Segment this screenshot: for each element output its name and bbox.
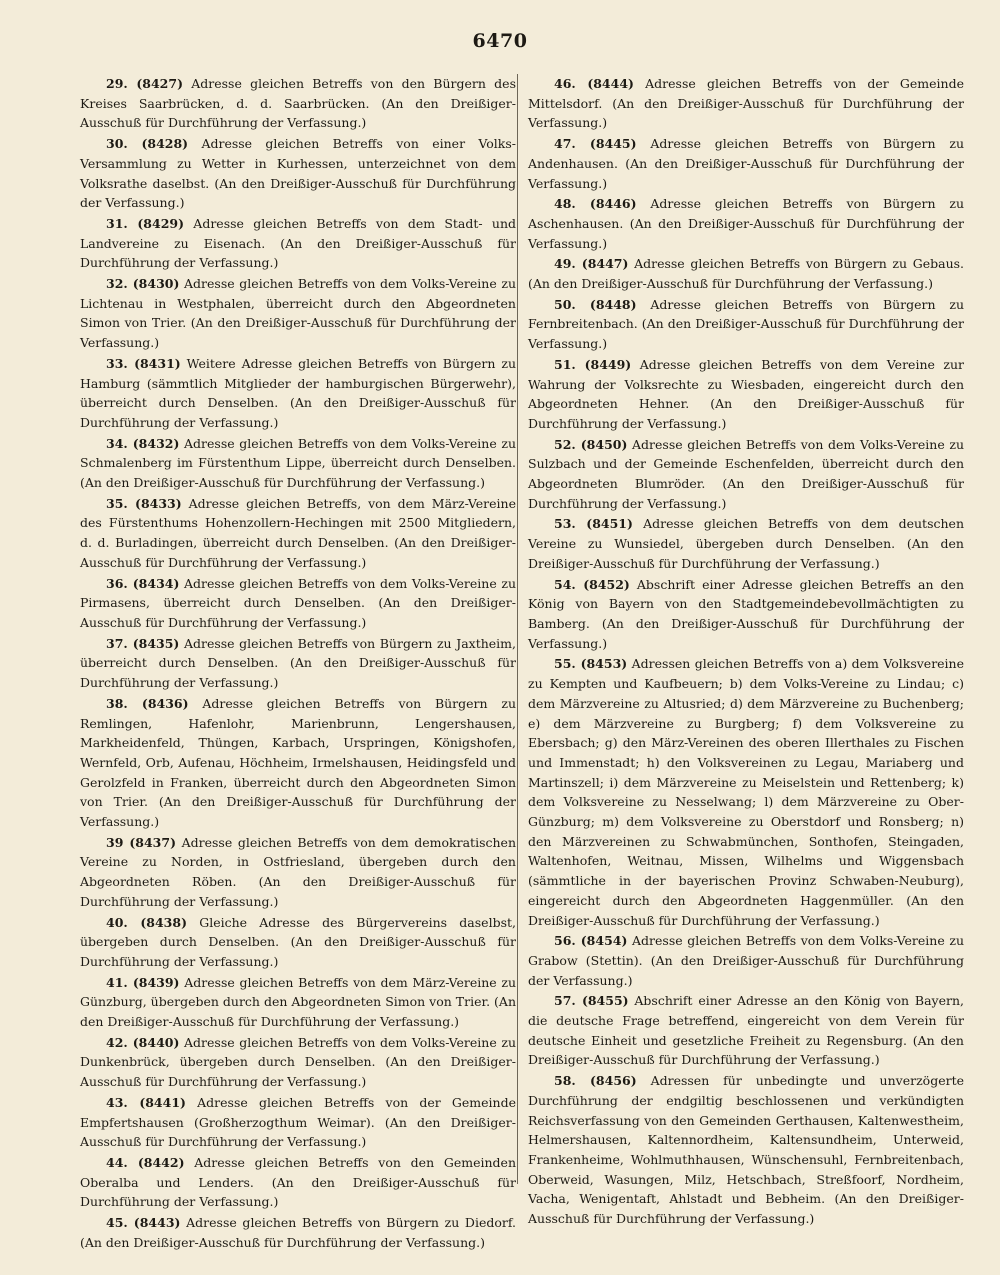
petition-entry xyxy=(528,435,964,514)
entry-number: 52. (8450) xyxy=(554,436,628,452)
entry-text: Adresse gleichen Betreffs von dem März-Vereine zu Günzburg, übergeben durch den Abgeordneten Simon von Trier. (An den Dreißiger-Ausschuß für Durchführung der Verfassung.) xyxy=(80,974,517,1030)
petition-entry xyxy=(528,295,964,354)
entry-text: Adresse gleichen Betreffs von den Gemeinden Oberalba und Lenders. (An den Dreißiger-Ausschuß für Durchführung der Verfassung.) xyxy=(80,1154,516,1210)
entry-number: 42. (8440) xyxy=(106,1034,180,1050)
entry-text: Adresse gleichen Betreffs von der Gemeinde Mittelsdorf. (An den Dreißiger-Ausschuß für Durchführung der Verfassung.) xyxy=(528,76,964,131)
entry-text: Adresse gleichen Betreffs von dem Vereine zur Wahrung der Volksrechte zu Wiesbaden, eingereicht durch den Abgeordneten Hehner. (An den Dreißiger-Ausschuß für Durchführung der Verfassung.) xyxy=(528,356,964,431)
entry-text: Abschrift einer Adresse gleichen Betreffs an den König von Bayern von den Stadtgemeindebevollmächtigten zu Bamberg. (An den Dreißiger-Ausschuß für Durchführung der Verfassung.) xyxy=(528,576,965,651)
entry-text: Adresse gleichen Betreffs von Bürgern zu Aschenhausen. (An den Dreißiger-Ausschuß für Durchführung der Verfassung.) xyxy=(528,196,965,251)
entry-number: 40. (8438) xyxy=(106,914,187,930)
petition-entry xyxy=(528,991,964,1070)
petition-entry xyxy=(528,1071,964,1229)
right-column xyxy=(528,74,964,1230)
petition-entry xyxy=(528,575,964,654)
left-column xyxy=(80,74,516,1253)
entry-number: 32. (8430) xyxy=(106,276,180,292)
entry-number: 49. (8447) xyxy=(554,256,629,272)
entry-text: Adresse gleichen Betreffs, von dem März-Vereine des Fürstenthums Hohenzollern-Hechingen mit 2500 Mitgliedern, d. d. Burladingen, überreicht durch Denselben. (An den Dreißiger-Ausschuß für Durchführung der Verfassung.) xyxy=(80,495,516,570)
entry-number: 56. (8454) xyxy=(554,933,628,949)
entry-number: 31. (8429) xyxy=(106,215,185,231)
entry-text: Adresse gleichen Betreffs von den Bürgern des Kreises Saarbrücken, d. d. Saarbrücken. (An den Dreißiger-Ausschuß für Durchführung der Verfassung.) xyxy=(80,76,516,131)
petition-entry xyxy=(80,634,516,693)
petition-entry xyxy=(528,355,964,434)
entry-number: 44. (8442) xyxy=(106,1154,185,1170)
entry-number: 36. (8434) xyxy=(106,575,180,591)
entry-text: Adresse gleichen Betreffs von dem Volks-Vereine zu Lichtenau in Westphalen, überreicht durch den Abgeordneten Simon von Trier. (An den Dreißiger-Ausschuß für Durchführung der Verfassung.) xyxy=(80,276,516,351)
petition-entry xyxy=(528,514,964,573)
entry-number: 55. (8453) xyxy=(554,656,628,672)
petition-entry xyxy=(80,973,516,1032)
entry-number: 33. (8431) xyxy=(106,355,181,371)
petition-entry xyxy=(80,1153,516,1212)
petition-entry xyxy=(528,654,964,930)
petition-entry xyxy=(80,494,516,573)
entry-number: 34. (8432) xyxy=(106,435,180,451)
petition-entry xyxy=(528,134,964,193)
entry-number: 50. (8448) xyxy=(554,296,637,312)
entry-text: Adresse gleichen Betreffs von Bürgern zu Fernbreitenbach. (An den Dreißiger-Ausschuß für Durchführung der Verfassung.) xyxy=(528,296,965,352)
petition-entry xyxy=(80,434,516,493)
petition-entry xyxy=(528,931,964,990)
petition-entry xyxy=(80,1093,516,1152)
entry-number: 43. (8441) xyxy=(106,1094,186,1110)
page-number: 6470 xyxy=(472,30,528,52)
entry-text: Adresse gleichen Betreffs von Bürgern zu Diedorf. (An den Dreißiger-Ausschuß für Durchführung der Verfassung.) xyxy=(80,1215,517,1250)
petition-entry xyxy=(80,134,516,213)
entry-number: 41. (8439) xyxy=(106,974,180,990)
entry-number: 53. (8451) xyxy=(554,516,633,532)
entry-text: Adresse gleichen Betreffs von einer Volks-Versammlung zu Wetter in Kurhessen, unterzeichnet von dem Volksrathe daselbst. (An den Dreißiger-Ausschuß für Durchführung der Verfassung.) xyxy=(80,136,516,211)
entry-text: Adresse gleichen Betreffs von Bürgern zu Remlingen, Hafenlohr, Marienbrunn, Lengershausen, Markheidenfeld, Thüngen, Karbach, Urspringen, Königshofen, Wernfeld, Orb, Aufenau, Höchheim, Irmelshausen, Heidingsfeld und Gerolzfeld in Franken, überreicht durch den Abgeordneten Simon von Trier. (An den Dreißiger-Ausschuß für Durchführung der Verfassung.) xyxy=(80,695,517,830)
petition-entry xyxy=(528,74,964,133)
petition-entry xyxy=(528,254,964,293)
entry-number: 48. (8446) xyxy=(554,196,637,212)
petition-entry xyxy=(80,74,516,133)
entry-number: 29. (8427) xyxy=(106,76,183,91)
entry-text: Adresse gleichen Betreffs von dem Volks-Vereine zu Grabow (Stettin). (An den Dreißiger-Ausschuß für Durchführung der Verfassung.) xyxy=(528,933,964,988)
entry-number: 30. (8428) xyxy=(106,136,189,152)
petition-entry xyxy=(80,833,516,912)
entry-number: 39 (8437) xyxy=(106,834,176,850)
entry-text: Adresse gleichen Betreffs von Bürgern zu Jaxtheim, überreicht durch Denselben. (An den Dreißiger-Ausschuß für Durchführung der Verfassung.) xyxy=(80,635,516,691)
entry-text: Abschrift einer Adresse an den König von Bayern, die deutsche Frage betreffend, eingereicht von dem Verein für deutsche Einheit und gesetzliche Freiheit zu Regensburg. (An den Dreißiger-Ausschuß für Durchführung der Verfassung.) xyxy=(528,993,964,1068)
entry-number: 37. (8435) xyxy=(106,635,180,651)
entry-text: Weitere Adresse gleichen Betreffs von Bürgern zu Hamburg (sämmtlich Mitglieder der hamburgischen Bürgerwehr), überreicht durch Denselben. (An den Dreißiger-Ausschuß für Durchführung der Verfassung.) xyxy=(80,355,516,430)
entry-number: 38. (8436) xyxy=(106,695,189,711)
petition-entry xyxy=(80,574,516,633)
entry-number: 58. (8456) xyxy=(554,1073,637,1089)
petition-entry xyxy=(80,1213,516,1252)
entry-number: 45. (8443) xyxy=(106,1215,181,1231)
petition-entry xyxy=(80,354,516,433)
entry-text: Adresse gleichen Betreffs von dem demokratischen Vereine zu Norden, in Ostfriesland, übergeben durch den Abgeordneten Röben. (An den Dreißiger-Ausschuß für Durchführung der Verfassung.) xyxy=(80,834,516,909)
petition-entry xyxy=(80,913,516,972)
entry-text: Adresse gleichen Betreffs von dem Volks-Vereine zu Dunkenbrück, übergeben durch Denselben. (An den Dreißiger-Ausschuß für Durchführung der Verfassung.) xyxy=(80,1034,516,1090)
column-divider xyxy=(517,74,518,1184)
entry-text: Gleiche Adresse des Bürgervereins daselbst, übergeben durch Denselben. (An den Dreißiger-Ausschuß für Durchführung der Verfassung.) xyxy=(80,914,516,969)
entry-text: Adresse gleichen Betreffs von dem deutschen Vereine zu Wunsiedel, übergeben durch Denselben. (An den Dreißiger-Ausschuß für Durchführung der Verfassung.) xyxy=(528,516,964,571)
entry-text: Adresse gleichen Betreffs von dem Stadt- und Landvereine zu Eisenach. (An den Dreißiger-Ausschuß für Durchführung der Verfassung.) xyxy=(80,215,516,271)
entry-number: 57. (8455) xyxy=(554,993,629,1009)
petition-entry xyxy=(528,194,964,253)
entry-text: Adresse gleichen Betreffs von dem Volks-Vereine zu Sulzbach und der Gemeinde Eschenfelden, überreicht durch den Abgeordneten Blumröder. (An den Dreißiger-Ausschuß für Durchführung der Verfassung.) xyxy=(528,436,964,511)
petition-entry xyxy=(80,214,516,273)
entry-number: 35. (8433) xyxy=(106,495,182,511)
petition-entry xyxy=(80,1033,516,1092)
entry-text: Adressen gleichen Betreffs von a) dem Volksvereine zu Kempten und Kaufbeuern; b) dem Volks-Vereine zu Lindau; c) dem Märzvereine zu Altusried; d) dem Märzvereine zu Buchenberg; e) dem Märzvereine zu Burgberg; f) dem Volksvereine zu Ebersbach; g) den März-Vereinen des oberen Illerthales zu Fischen und Immenstadt; h) den Volksvereinen zu Legau, Mariaberg und Martinszell; i) dem Märzvereine zu Meiselstein und Rettenberg; k) dem Volksvereine zu Nesselwang; l) dem Märzvereine zu Ober-Günzburg; m) dem Volksvereine zu Oberstdorf und Ronsberg; n) den Märzvereinen zu Schwabmünchen, Sonthofen, Steingaden, Waltenhofen, Weitnau, Missen, Wilhelms und Wiggensbach (sämmtliche in der bayerischen Provinz Schwaben-Neuburg), eingereicht durch den Abgeordneten Haggenmüller. (An den Dreißiger-Ausschuß für Durchführung der Verfassung.) xyxy=(528,656,965,928)
entry-text: Adresse gleichen Betreffs von Bürgern zu Gebaus. (An den Dreißiger-Ausschuß für Durchführung der Verfassung.) xyxy=(528,256,965,292)
entry-number: 54. (8452) xyxy=(554,576,630,592)
entry-text: Adresse gleichen Betreffs von der Gemeinde Empfertshausen (Großherzogthum Weimar). (An den Dreißiger-Ausschuß für Durchführung der Verfassung.) xyxy=(80,1094,516,1150)
entry-number: 47. (8445) xyxy=(554,136,637,152)
entry-number: 46. (8444) xyxy=(554,76,634,91)
entry-number: 51. (8449) xyxy=(554,356,632,372)
entry-text: Adresse gleichen Betreffs von dem Volks-Vereine zu Pirmasens, überreicht durch Denselben. (An den Dreißiger-Ausschuß für Durchführung der Verfassung.) xyxy=(80,575,516,630)
petition-entry xyxy=(80,274,516,353)
entry-text: Adressen für unbedingte und unverzögerte Durchführung der endgiltig beschlossenen und verkündigten Reichsverfassung von den Gemeinden Gerthausen, Kaltenwestheim, Helmershausen, Kaltennordheim, Kaltensundheim, Unterweid, Frankenheime, Wohlmuthhausen, Wünschensuhl, Fernbreitenbach, Oberweid, Wasungen, Milz, Hetschbach, Streßfoorf, Nordheim, Vacha, Wenigentaft, Ahlstadt und Bebheim. (An den Dreißiger-Ausschuß für Durchführung der Verfassung.) xyxy=(528,1073,965,1227)
petition-entry xyxy=(80,694,516,832)
entry-text: Adresse gleichen Betreffs von Bürgern zu Andenhausen. (An den Dreißiger-Ausschuß für Durchführung der Verfassung.) xyxy=(528,136,965,191)
entry-text: Adresse gleichen Betreffs von dem Volks-Vereine zu Schmalenberg im Fürstenthum Lippe, überreicht durch Denselben. (An den Dreißiger-Ausschuß für Durchführung der Verfassung.) xyxy=(80,435,516,491)
